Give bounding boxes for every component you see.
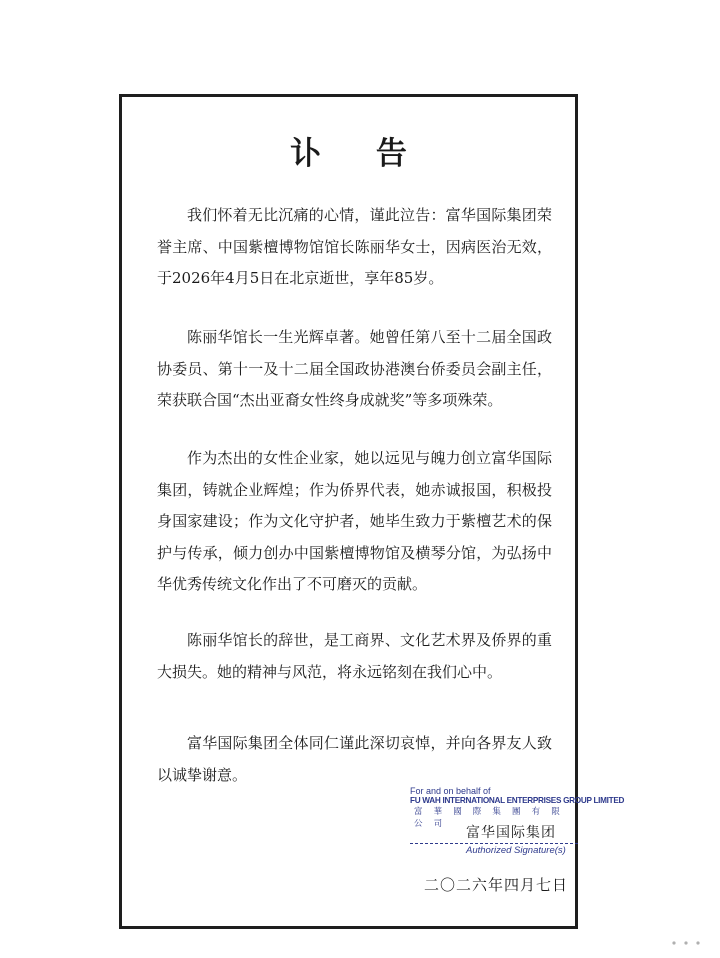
paragraph-condolence: 富华国际集团全体同仁谨此深切哀悼，并向各界友人致以诚挚谢意。 <box>157 734 552 784</box>
corner-mark <box>666 938 718 950</box>
stamp-company-english: FU WAH INTERNATIONAL ENTERPRISES GROUP LIMITED <box>410 796 625 805</box>
paragraph-announcement: 我们怀着无比沉痛的心情，谨此泣告：富华国际集团荣誉主席、中国紫檀博物馆馆长陈丽华女士，因病医治无效，于2026年4月5日在北京逝世，享年85岁。 <box>157 206 552 287</box>
signature-caption: Authorized Signature(s) <box>466 845 566 856</box>
paragraph-honors: 陈丽华馆长一生光辉卓著。她曾任第八至十二届全国政协委员、第十一及十二届全国政协港澳台侨委员会副主任，荣获联合国“杰出亚裔女性终身成就奖”等多项殊荣。 <box>157 328 552 409</box>
signatory-name: 富华国际集团 <box>466 825 556 841</box>
notice-frame <box>119 94 625 929</box>
signature-line <box>410 843 578 844</box>
notice-date: 二〇二六年四月七日 <box>424 876 569 894</box>
paragraph-contributions: 作为杰出的女性企业家，她以远见与魄力创立富华国际集团，铸就企业辉煌；作为侨界代表，她赤诚报国，积极投身国家建设；作为文化守护者，她毕生致力于紫檀艺术的保护与传承，倾力创办中国紫檀博物馆及横琴分馆，为弘扬中华优秀传统文化作出了不可磨灭的贡献。 <box>157 449 552 593</box>
ellipsis-icon <box>666 938 718 948</box>
stamp-company-chinese: 富 華 國 際 集 團 有 限 公 司 <box>414 807 564 829</box>
notice-title: 讣 告 <box>290 136 429 172</box>
paragraph-loss: 陈丽华馆长的辞世，是工商界、文化艺术界及侨界的重大损失。她的精神与风范，将永远铭刻在我们心中。 <box>157 631 552 681</box>
stamp-behalf-line: For and on behalf of <box>410 786 491 796</box>
